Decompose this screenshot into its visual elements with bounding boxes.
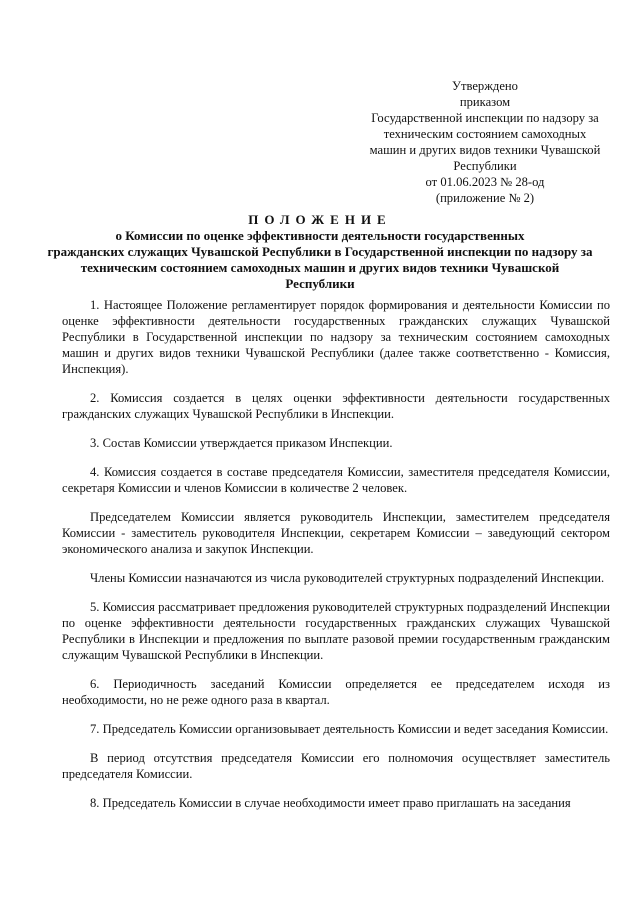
paragraph-8: 8. Председатель Комиссии в случае необходимости имеет право приглашать на заседания xyxy=(90,796,571,810)
paragraph-4-members: Члены Комиссии назначаются из числа руководителей структурных подразделений Инспекции. xyxy=(90,571,605,585)
approval-line: Утверждено xyxy=(452,79,518,93)
approval-line: от 01.06.2023 № 28-од xyxy=(425,175,545,189)
paragraph-4-chair: Председателем Комиссии является руководитель Инспекции, заместителем председателя Комиссии - заместитель руководителя Инспекции, секретарем Комиссии – заведующий сектором экономического анализа и закупок Инспекции. xyxy=(62,510,610,556)
approval-line: Республики xyxy=(453,159,517,173)
approval-line: машин и других видов техники Чувашской xyxy=(369,143,601,157)
document-title xyxy=(20,212,620,292)
paragraph-5: 5. Комиссия рассматривает предложения руководителей структурных подразделений Инспекции по оценке эффективности деятельности государственных гражданских служащих Чувашской Республики в Инспекции и предложения по выплате разовой премии государственным гражданским служащим Чувашской Республики в Инспекции. xyxy=(62,600,610,662)
approval-stamp xyxy=(360,78,610,206)
title-line: Республики xyxy=(285,276,355,291)
paragraph-1: 1. Настоящее Положение регламентирует порядок формирования и деятельности Комиссии по оценке эффективности деятельности государственных гражданских служащих Чувашской Республики в Государственной инспекции по надзору за техническим состоянием самоходных машин и других видов техники Чувашской Республики (далее также соответственно - Комиссия, Инспекция). xyxy=(62,298,610,376)
approval-line: приказом xyxy=(459,95,511,109)
paragraph-7: 7. Председатель Комиссии организовывает деятельность Комиссии и ведет заседания Комиссии. xyxy=(90,722,609,736)
paragraph-3: 3. Состав Комиссии утверждается приказом Инспекции. xyxy=(90,436,393,450)
paragraph-4: 4. Комиссия создается в составе председателя Комиссии, заместителя председателя Комиссии, секретаря Комиссии и членов Комиссии в количестве 2 человек. xyxy=(62,465,610,495)
title-line: техническим состоянием самоходных машин и других видов техники Чувашской xyxy=(80,260,560,275)
paragraph-7-deputy: В период отсутствия председателя Комиссии его полномочия осуществляет заместитель председателя Комиссии. xyxy=(62,751,610,781)
title-line: о Комиссии по оценке эффективности деятельности государственных xyxy=(115,228,525,243)
title-line: гражданских служащих Чувашской Республики в Государственной инспекции по надзору за xyxy=(47,244,593,259)
paragraph-6: 6. Периодичность заседаний Комиссии определяется ее председателем исходя из необходимости, но не реже одного раза в квартал. xyxy=(62,677,610,707)
approval-line: (приложение № 2) xyxy=(435,191,535,205)
approval-line: техническим состоянием самоходных xyxy=(383,127,587,141)
approval-line: Государственной инспекции по надзору за xyxy=(371,111,599,125)
title-heading: ПОЛОЖЕНИЕ xyxy=(248,212,392,227)
document-body xyxy=(62,297,610,824)
paragraph-2: 2. Комиссия создается в целях оценки эффективности деятельности государственных гражданских служащих Чувашской Республики в Инспекции. xyxy=(62,391,610,421)
